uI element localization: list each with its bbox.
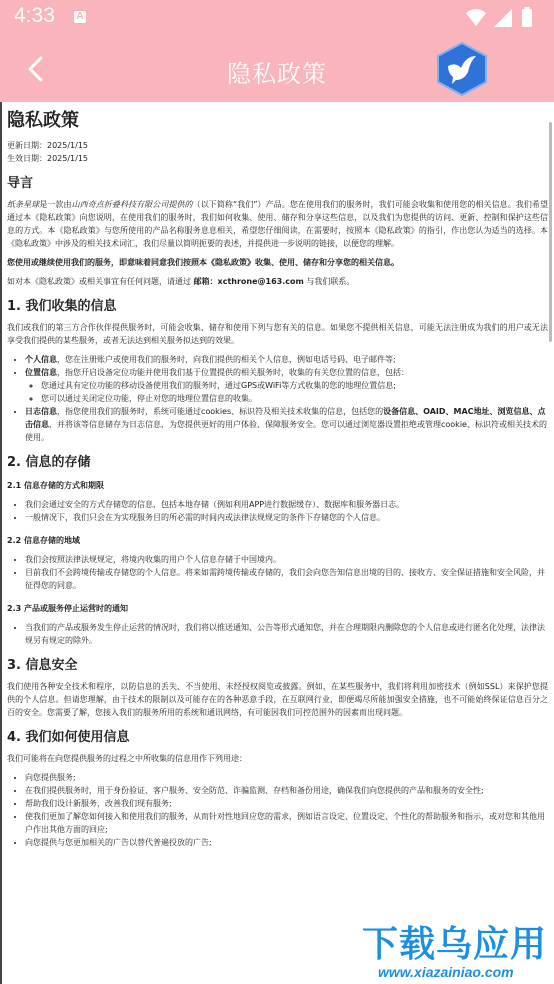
- list-item: • 在我们提供服务时，用于身份验证、客户服务、安全防范、诈骗监测、存档和备份用途，确保我们向您提供的产品和服务的安全性;: [25, 784, 548, 797]
- intro-paragraph: 纸条星球是一款由山西奇点折叠科技有限公司提供的（以下简称“我们”）产品。您在使用我们的服务时，我们可能会收集和使用您的相关信息。我们希望通过本《隐私政策》向您说明，在使用我们的服务时，我们如何收集、使用、储存和分享这些信息，以及我们为您提供的访问、更新、控制和保护这些信息的方式。本《隐私政策》与您所使用的产品名称服务息息相关，希望您仔细阅读，在需要时，按照本《隐私政策》的指引，作出您认为适当的选择。本《隐私政策》中涉及的相关技术词汇，我们尽量以简明扼要的表述，并提供进一步说明的链接，以便您的理解。: [7, 200, 548, 248]
- section-3-heading: 3. 信息安全: [7, 658, 78, 673]
- section-1-heading: 1. 我们收集的信息: [7, 299, 117, 314]
- system-status-icons: [462, 7, 542, 29]
- status-time: 4:33: [14, 4, 55, 27]
- list-item: • 帮助我们设计新服务，改善我们现有服务;: [25, 797, 548, 810]
- section-4-heading: 4. 我们如何使用信息: [7, 730, 130, 745]
- section-2-1-heading: 2.1 信息存储的方式和期限: [7, 481, 104, 490]
- signal-icon: [494, 9, 512, 27]
- section-2-3-heading: 2.3 产品或服务停止运营时的通知: [7, 604, 128, 613]
- list-item: ◦ 您通过具有定位功能的移动设备使用我们的服务时，通过GPS或WiFi等方式收集的您的地理位置信息;: [41, 379, 548, 392]
- list-item: • 向您提供与您更加相关的广告以替代普遍投放的广告;: [25, 836, 548, 849]
- section-3-paragraph: 我们使用各种安全技术和程序，以防信息的丢失、不当使用、未经授权阅览或披露。例如，在某些服务中，我们将利用加密技术（例如SSL）来保护您提供的个人信息。但请您理解，由于技术的限制以及可能存在的各种恶意手段，在互联网行业，即便竭尽所能加强安全措施，也不可能始终保证信息百分之百的安全。您需要了解，您接入我们的服务所用的系统和通讯网络，有可能因我们可控范围外的因素而出现问题。: [7, 682, 548, 717]
- privacy-policy-content[interactable]: [0, 102, 554, 984]
- list-item: • 我们会通过安全的方式存储您的信息，包括本地存储（例如利用APP进行数据缓存）、数据库和服务器日志。: [25, 498, 548, 511]
- battery-icon: [522, 9, 532, 27]
- section-2-heading: 2. 信息的存储: [7, 455, 91, 470]
- wifi-icon: [466, 9, 486, 26]
- doc-title: 隐私政策: [7, 110, 79, 131]
- list-item: ◦ 您可以通过关闭定位功能，停止对您的地理位置信息的收集。: [41, 392, 548, 405]
- list-item: • 当我们的产品或服务发生停止运营的情况时，我们将以推送通知、公告等形式通知您，并在合理期限内删除您的个人信息或进行匿名化处理，法律法规另有规定的除外。: [25, 621, 548, 647]
- list-item: • 一般情况下，我们只会在为实现服务目的所必需的时间内或法律法规规定的条件下存储您的个人信息。: [25, 511, 548, 524]
- list-item: • 向您提供服务;: [25, 771, 548, 784]
- list-item: • 个人信息，您在注册账户或使用我们的服务时，向我们提供的相关个人信息，例如电话号码、电子邮件等;: [25, 353, 548, 366]
- intro-heading: 导言: [7, 176, 34, 191]
- section-4-paragraph: 我们可能将在向您提供服务的过程之中所收集的信息用作下列用途：: [7, 754, 247, 763]
- watermark-url: www.xiazainiao.com: [378, 964, 514, 980]
- list-item: • 位置信息，指您开启设备定位功能并使用我们基于位置提供的相关服务时，收集的有关您位置的信息，包括： ◦ 您通过具有定位功能的移动设备使用我们的服务时，通过GPS或WiFi等方式收集的您的地理位置信息; ◦ 您可以通过关闭定位功能，停止对您的地理位置信息的收集。: [25, 366, 548, 405]
- status-bar: [0, 0, 554, 36]
- list-item: • 使我们更加了解您如何接入和使用我们的服务，从而针对性地回应您的需求，例如语言设定、位置设定、个性化的帮助服务和指示，或对您和其他用户作出其他方面的回应;: [25, 810, 548, 836]
- section-2-2-heading: 2.2 信息存储的地域: [7, 536, 80, 545]
- effective-date: 生效日期：2025/1/15: [7, 154, 89, 163]
- section-1-list: [7, 353, 548, 444]
- notification-icon: A: [74, 11, 86, 23]
- scrollbar[interactable]: [549, 122, 552, 342]
- contact-email: xcthrone@163.com: [217, 277, 304, 286]
- watermark: [360, 912, 554, 984]
- app-logo-icon: [436, 42, 488, 96]
- app-bar: [0, 36, 554, 102]
- consent-paragraph: 您使用或继续使用我们的服务，即意味着同意我们按照本《隐私政策》收集、使用、储存和分享您的相关信息。: [7, 258, 399, 267]
- list-item: • 我们会按照法律法规规定，将境内收集的用户个人信息存储于中国境内。: [25, 553, 548, 566]
- list-item: • 目前我们不会跨境传输或存储您的个人信息。将来如需跨境传输或存储的，我们会向您告知信息出境的目的、接收方、安全保证措施和安全风险，并征得您的同意。: [25, 566, 548, 592]
- updated-date: 更新日期：2025/1/15: [7, 141, 89, 150]
- contact-paragraph: 如对本《隐私政策》或相关事宜有任何问题，请通过 邮箱：xcthrone@163.com 与我们联系。: [7, 277, 355, 286]
- list-item: • 日志信息，指您使用我们的服务时，系统可能通过cookies、标识符及相关技术收集的信息，包括您的设备信息、OAID、MAC地址、浏览信息、点击信息，并将该等信息储存为日志信息，为您提供更好的用户体验、保障服务安全。您可以通过浏览器设置拒绝或管理cookie、标识符或相关技术的使用。: [25, 405, 548, 444]
- page-title: 隐私政策: [227, 60, 327, 88]
- section-1-paragraph: 我们或我们的第三方合作伙伴提供服务时，可能会收集、储存和使用下列与您有关的信息。如果您不提供相关信息，可能无法注册成为我们的用户或无法享受我们提供的某些服务，或者无法达到相关服务拟达到的效果。: [7, 323, 548, 345]
- watermark-text: 下载乌应用: [362, 924, 548, 965]
